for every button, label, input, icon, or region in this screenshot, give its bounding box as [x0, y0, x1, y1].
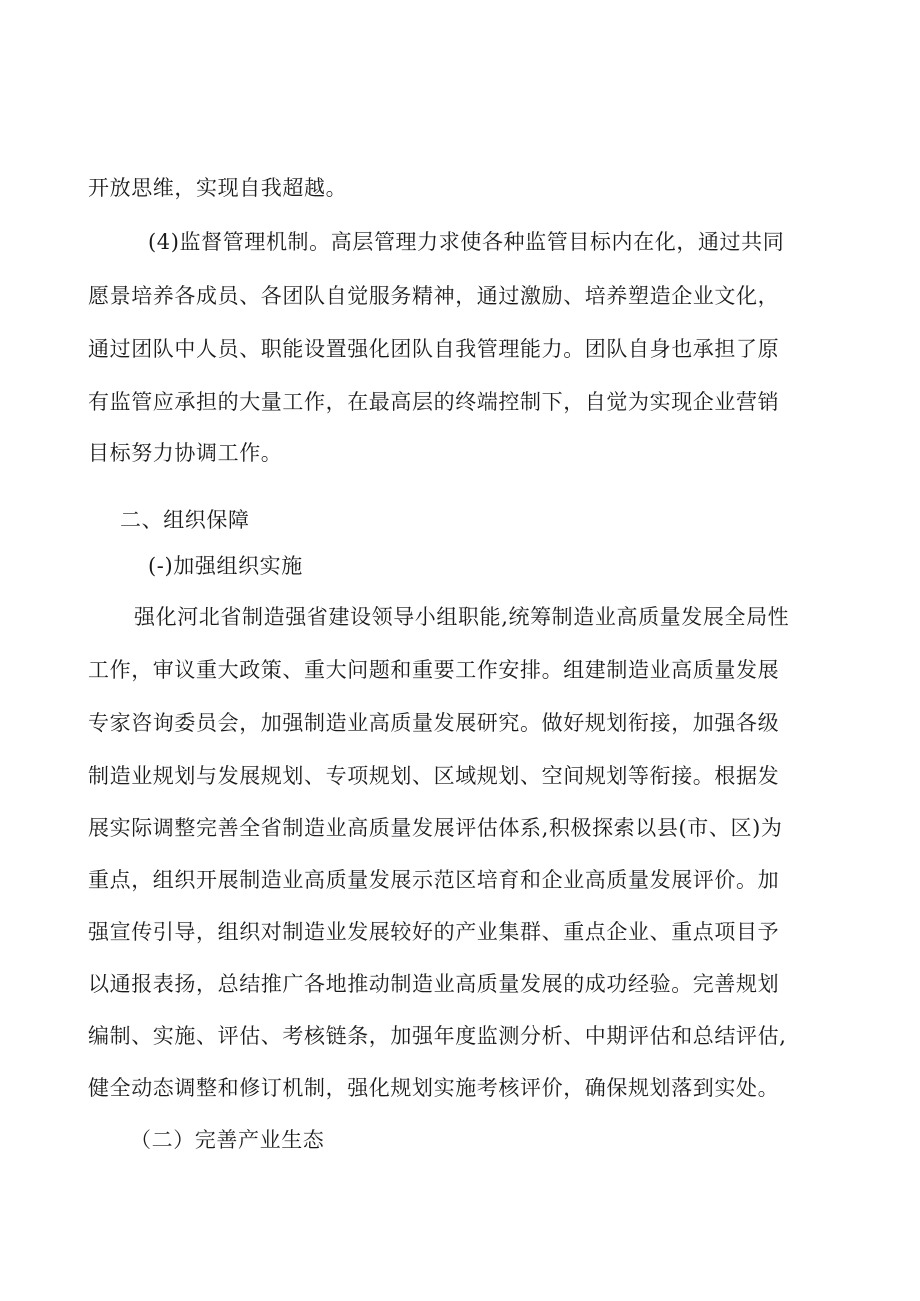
- paragraph-line-prev-tail: 开放思维，实现自我超越。: [88, 176, 348, 200]
- section-heading: 二、组织保障: [120, 508, 250, 532]
- item4-line-2: 愿景培养各成员、各团队自觉服务精神，通过激励、培养塑造企业文化，: [88, 284, 780, 308]
- para1-line-5: 展实际调整完善全省制造业高质量发展评估体系,积极探索以县(市、区)为: [88, 816, 783, 840]
- para1-line-8: 以通报表扬，总结推广各地推动制造业高质量发展的成功经验。完善规划: [88, 972, 780, 996]
- item4-line-4: 有监管应承担的大量工作，在最高层的终端控制下，自觉为实现企业营销: [88, 390, 780, 414]
- para1-line-7: 强宣传引导，组织对制造业发展较好的产业集群、重点企业、重点项目予: [88, 920, 780, 944]
- para1-line-2: 工作，审议重大政策、重大问题和重要工作安排。组建制造业高质量发展: [88, 658, 780, 682]
- para1-line-3: 专家咨询委员会，加强制造业高质量发展研究。做好规划衔接，加强各级: [88, 711, 780, 735]
- para1-line-10: 健全动态调整和修订机制，强化规划实施考核评价，确保规划落到实处。: [88, 1076, 780, 1100]
- para1-line-6: 重点，组织开展制造业高质量发展示范区培育和企业高质量发展评价。加: [88, 868, 780, 892]
- para1-line-9: 编制、实施、评估、考核链条，加强年度监测分析、中期评估和总结评估,: [88, 1024, 787, 1048]
- item4-line-3: 通过团队中人员、职能设置强化团队自我管理能力。团队自身也承担了原: [88, 337, 780, 361]
- sub-heading-2: （二）完善产业生态: [130, 1128, 325, 1152]
- item4-line-1: (4)监督管理机制。高层管理力求使各种监管目标内在化，通过共同: [148, 230, 785, 254]
- para1-line-4: 制造业规划与发展规划、专项规划、区域规划、空间规划等衔接。根据发: [88, 764, 780, 788]
- item4-line-5: 目标努力协调工作。: [88, 441, 283, 465]
- para1-line-1: 强化河北省制造强省建设领导小组职能,统筹制造业高质量发展全局性: [134, 605, 790, 629]
- sub-heading-1: (-)加强组织实施: [148, 554, 303, 578]
